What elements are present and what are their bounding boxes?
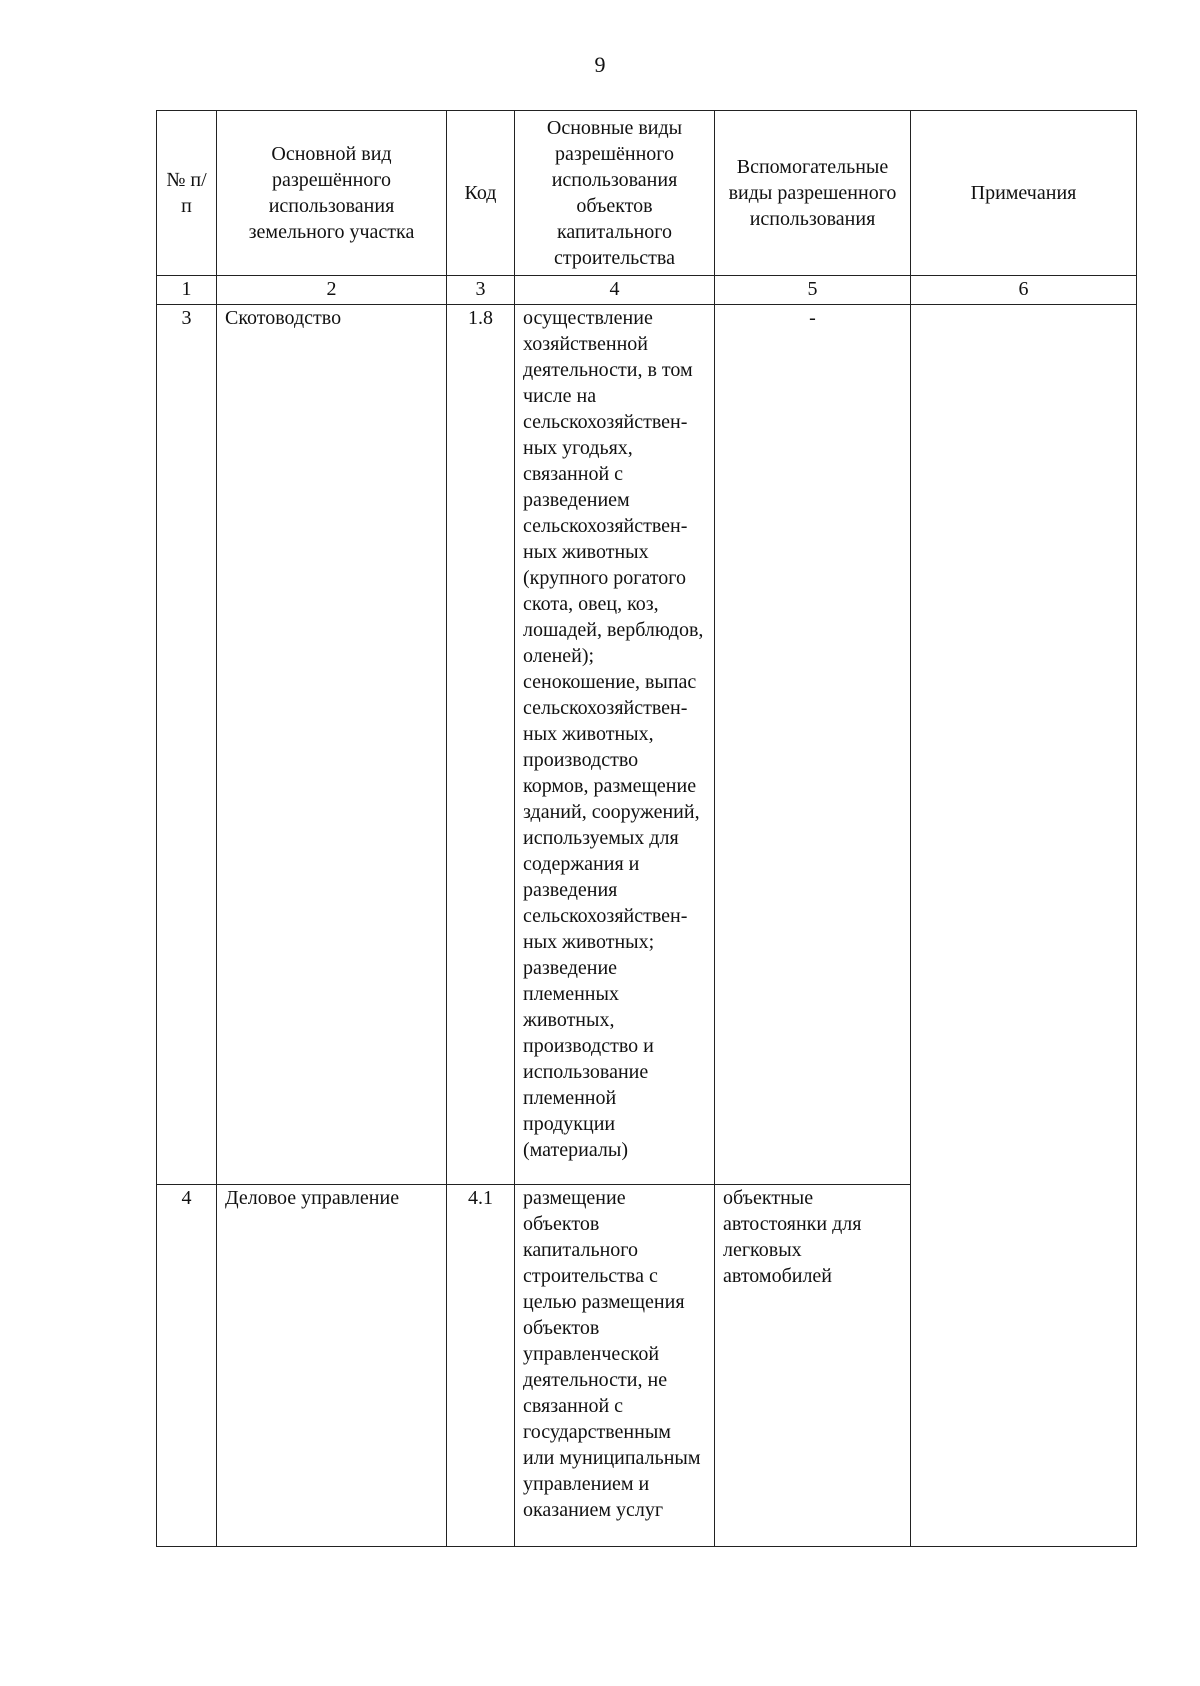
header-code: Код: [447, 111, 515, 276]
land-use-table: [156, 110, 1137, 1547]
header-num: № п/п: [157, 111, 217, 276]
page-number: 9: [594, 52, 606, 77]
main-oks-description: размещение объектов капитального строительства с целью размещения объектов управленческой деятельности, не связанной с государственным или муниципальным управлением и оказанием услуг: [515, 1185, 715, 1547]
row-number: 4: [157, 1185, 217, 1547]
column-number: 2: [217, 276, 447, 305]
row-number: 3: [157, 305, 217, 1185]
use-code: 1.8: [447, 305, 515, 1185]
header-main-oks: Основные виды разрешённого использования объектов капитального строительства: [515, 111, 715, 276]
column-number: 4: [515, 276, 715, 305]
column-number-row: [157, 276, 1137, 305]
land-use-kind: Скотоводство: [217, 305, 447, 1185]
main-oks-description: осуществление хозяйственной деятельности, в том числе на сельскохозяйствен- ных угодьях, связанной с разведением сельскохозяйствен- ных животных (крупного рогатого скота, овец, коз, лошадей, верблюдов, оленей); сенокошение, выпас сельскохозяйствен- ных животных, производство кормов, размещение зданий, сооружений, используемых для содержания и разведения сельскохозяйствен- ных животных; разведение племенных животных, производство и использование племенной продукции (материалы): [515, 305, 715, 1185]
header-main-kind: Основной вид разрешённого использования земельного участка: [217, 111, 447, 276]
column-number: 1: [157, 276, 217, 305]
aux-use-kinds: объектные автостоянки для легковых автомобилей: [715, 1185, 911, 1547]
notes-cell: [911, 305, 1137, 1547]
column-number: 5: [715, 276, 911, 305]
header-notes: Примечания: [911, 111, 1137, 276]
header-aux: Вспомогательные виды разрешенного использования: [715, 111, 911, 276]
header-row: [157, 111, 1137, 276]
table-row: [157, 305, 1137, 1185]
column-number: 6: [911, 276, 1137, 305]
land-use-kind: Деловое управление: [217, 1185, 447, 1547]
column-number: 3: [447, 276, 515, 305]
aux-use-kinds: -: [715, 305, 911, 1185]
use-code: 4.1: [447, 1185, 515, 1547]
